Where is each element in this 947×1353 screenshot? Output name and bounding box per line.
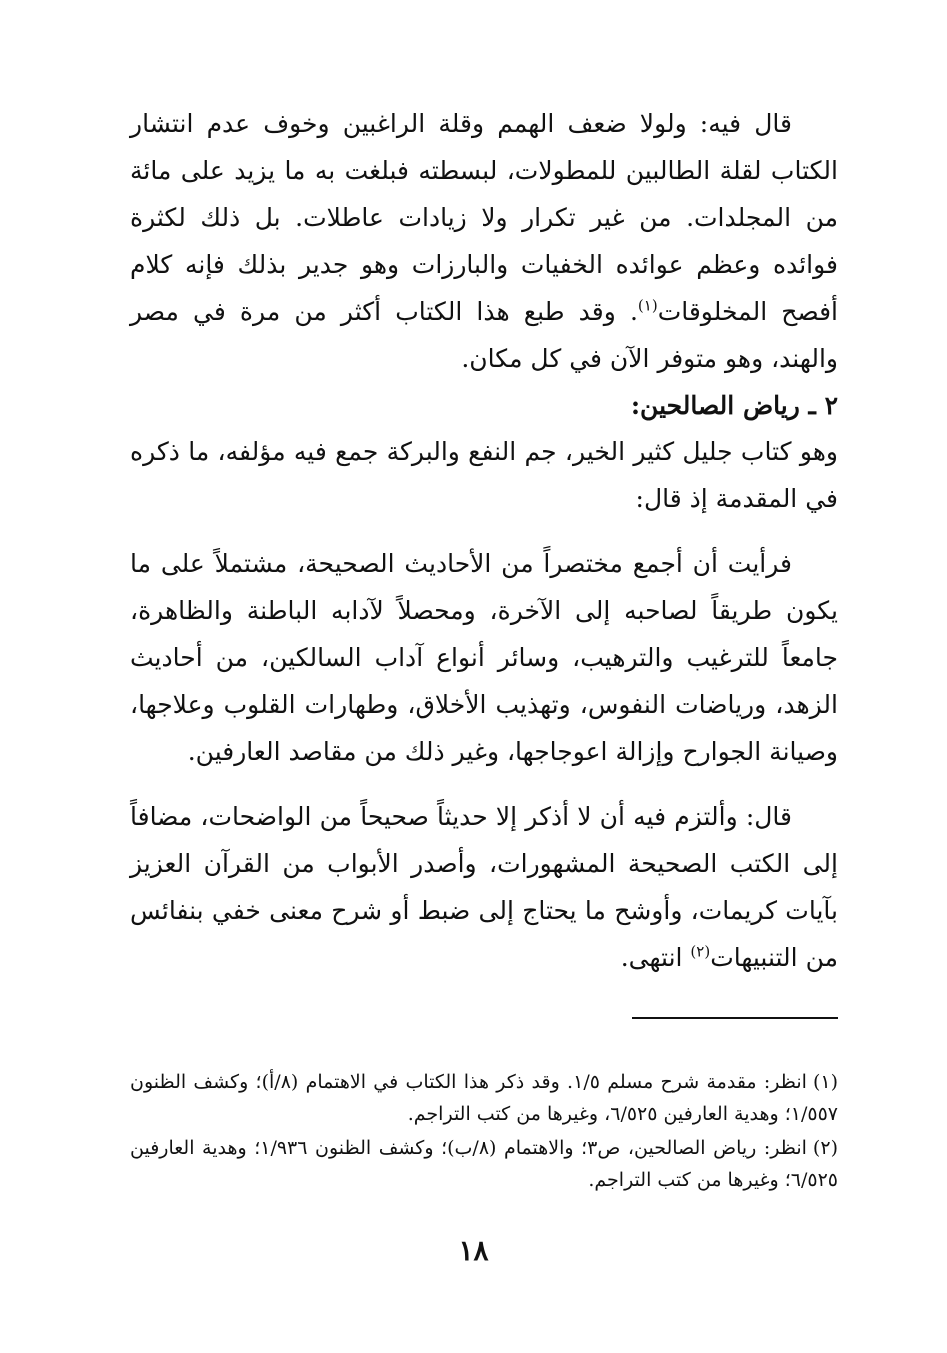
footnote-1 (130, 1066, 838, 1130)
footnotes (130, 1066, 838, 1198)
footnote-2 (130, 1132, 838, 1196)
paragraph-quote-1 (130, 100, 838, 382)
footnote-1-marker: (١) (812, 1071, 838, 1093)
footnote-separator (632, 1017, 838, 1019)
paragraph-quote-3-tail: انتهى. (620, 943, 691, 972)
footnote-2-marker: (٢) (812, 1137, 838, 1159)
page-body (130, 100, 838, 981)
footnote-ref-2[interactable]: (٢) (690, 942, 711, 961)
paragraph-intro: وهو كتاب جليل كثير الخير، جم النفع والبركة جمع فيه مؤلفه، ما ذكره في المقدمة إذ قال: (130, 437, 838, 513)
paragraph-quote-2: فرأيت أن أجمع مختصراً من الأحاديث الصحيحة، مشتملاً على ما يكون طريقاً لصاحبه إلى الآخرة، ومحصلاً لآدابه الباطنة والظاهرة، جامعاً للترغيب والترهيب، وسائر أنواع آداب السالكين، من أحاديث الزهد، ورياضات النفوس، وتهذيب الأخلاق، وطهارات القلوب وعلاجها، وصيانة الجوارح وإزالة اعوجاجها، وغير ذلك من مقاصد العارفين. (130, 549, 838, 766)
section-heading: ٢ ـ رياض الصالحين: (630, 391, 838, 420)
paragraph-quote-3 (130, 793, 838, 981)
footnote-ref-1[interactable]: (١) (637, 296, 658, 315)
page-number: ١٨ (458, 1234, 489, 1267)
paragraph-quote-1-tail: . وقد طبع هذا الكتاب أكثر من مرة في مصر والهند، وهو متوفر الآن في كل مكان. (130, 297, 838, 373)
footnote-2-text: انظر: رياض الصالحين، ص٣؛ والاهتمام (٨/ب)؛ وكشف الظنون ١/٩٣٦؛ وهدية العارفين ٦/٥٢٥؛ وغيرها من كتب التراجم. (130, 1137, 838, 1191)
paragraph-quote-3-text: قال: وألتزم فيه أن لا أذكر إلا حديثاً صحيحاً من الواضحات، مضافاً إلى الكتب الصحيحة المشهورات، وأصدر الأبواب من القرآن العزيز بآيات كريمات، وأوشح ما يحتاج إلى ضبط أو شرح معنى خفي بنفائس من التنبيهات (130, 802, 838, 972)
paragraph-quote-1-text: قال فيه: ولولا ضعف الهمم وقلة الراغبين وخوف عدم انتشار الكتاب لقلة الطالبين للمطولات، لبسطته فبلغت به ما يزيد على مائة من المجلدات. من غير تكرار ولا زيادات عاطلات. بل ذلك لكثرة فوائده وعظم عوائده الخفيات والبارزات وهو جدير بذلك فإنه كلام أفصح المخلوقات (130, 109, 838, 326)
footnote-1-text: انظر: مقدمة شرح مسلم ١/٥. وقد ذكر هذا الكتاب في الاهتمام (٨/أ)؛ وكشف الظنون ١/٥٥٧؛ وهدية العارفين ٦/٥٢٥، وغيرها من كتب التراجم. (130, 1071, 838, 1125)
